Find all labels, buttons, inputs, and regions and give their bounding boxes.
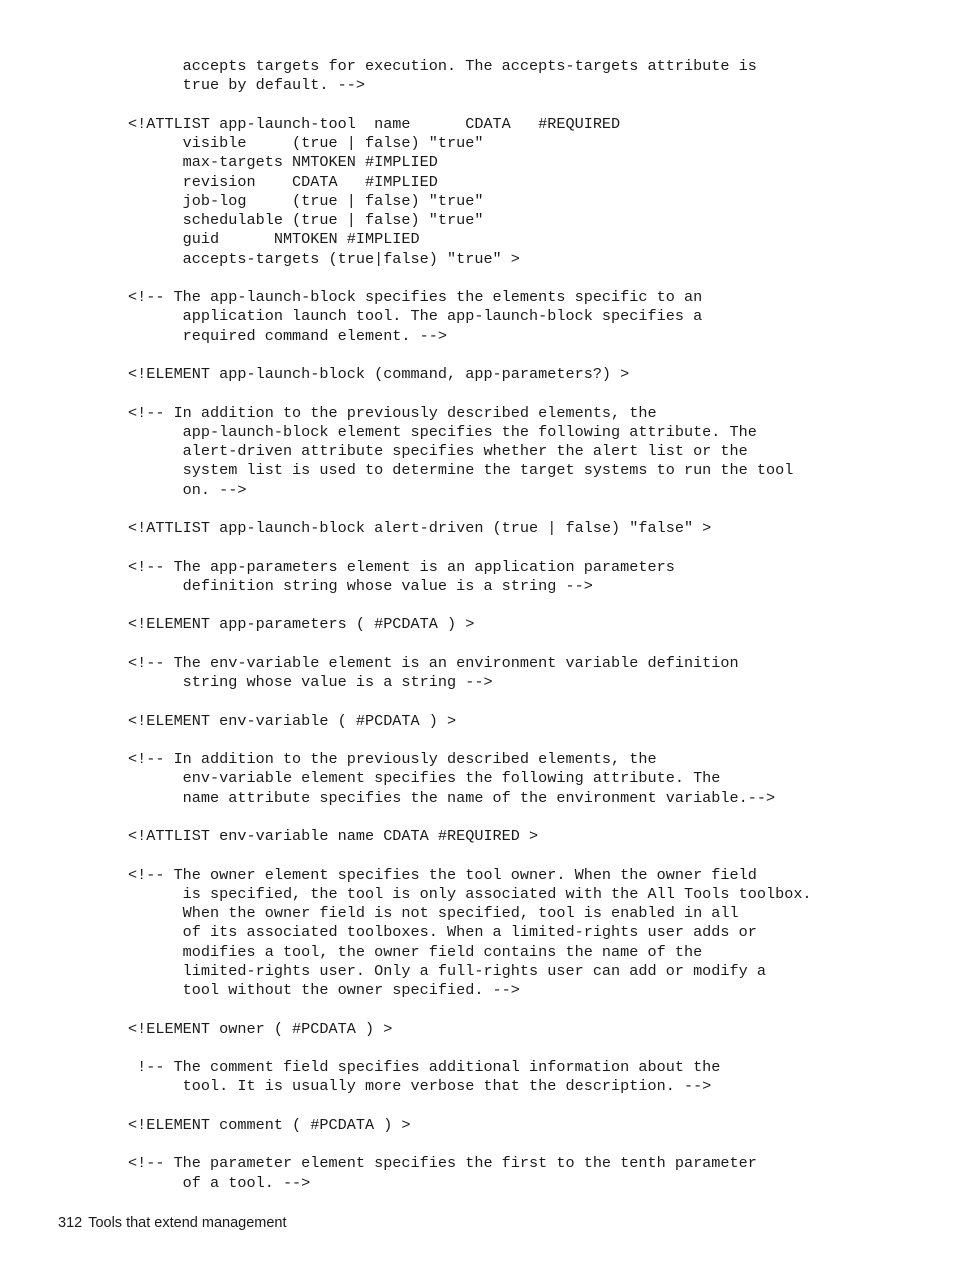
code-line: <!ELEMENT app-launch-block (command, app-parameters?) > (128, 365, 630, 383)
page-footer (58, 1215, 287, 1231)
code-line: <!ELEMENT owner ( #PCDATA ) > (128, 1019, 393, 1038)
code-line: <!ELEMENT env-variable ( #PCDATA ) > (128, 711, 457, 730)
code-line: of a tool. --> (128, 1173, 311, 1192)
code-line: <!-- The app-parameters element is an application parameters (128, 557, 675, 576)
code-line: <!ATTLIST app-launch-block alert-driven (true | false) "false" > (128, 519, 712, 537)
code-line: guid NMTOKEN #IMPLIED (128, 230, 420, 249)
code-line: env-variable element specifies the following attribute. The (128, 769, 721, 788)
code-line: app-launch-block element specifies the following attribute. The (128, 422, 757, 441)
code-line: visible (true | false) "true" (128, 134, 484, 152)
code-line: definition string whose value is a string --> (128, 576, 593, 595)
page-number: 312 (58, 1215, 83, 1231)
code-line: <!-- The owner element specifies the tool owner. When the owner field (128, 865, 757, 884)
code-line: When the owner field is not specified, tool is enabled in all (128, 904, 739, 922)
code-line: tool. It is usually more verbose that the description. --> (128, 1077, 712, 1096)
code-line: <!ELEMENT app-parameters ( #PCDATA ) > (128, 615, 475, 634)
code-line: on. --> (128, 480, 247, 499)
code-line: <!ATTLIST app-launch-tool name CDATA #REQUIRED (128, 114, 621, 133)
code-line: application launch tool. The app-launch-block specifies a (128, 307, 703, 326)
code-line: <!ELEMENT comment ( #PCDATA ) > (128, 1115, 411, 1134)
code-line: revision CDATA #IMPLIED (128, 172, 438, 191)
code-line: alert-driven attribute specifies whether the alert list or the (128, 442, 748, 460)
code-line: required command element. --> (128, 326, 447, 345)
code-line: accepts-targets (true|false) "true" > (128, 249, 520, 268)
code-line: true by default. --> (128, 76, 365, 95)
code-line: <!ATTLIST env-variable name CDATA #REQUIRED > (128, 827, 539, 845)
code-line: schedulable (true | false) "true" (128, 211, 484, 229)
code-line: accepts targets for execution. The accepts-targets attribute is (128, 57, 757, 75)
code-line: modifies a tool, the owner field contains the name of the (128, 942, 703, 961)
code-line: tool without the owner specified. --> (128, 981, 520, 999)
code-line: max-targets NMTOKEN #IMPLIED (128, 153, 438, 172)
code-line: <!-- The app-launch-block specifies the elements specific to an (128, 288, 703, 306)
code-line: job-log (true | false) "true" (128, 191, 484, 210)
code-line: limited-rights user. Only a full-rights user can add or modify a (128, 961, 766, 980)
code-line: string whose value is a string --> (128, 673, 493, 691)
code-line: name attribute specifies the name of the environment variable.--> (128, 788, 776, 807)
code-line: system list is used to determine the target systems to run the tool (128, 461, 794, 480)
code-line: <!-- In addition to the previously described elements, the (128, 750, 657, 768)
code-line: of its associated toolboxes. When a limited-rights user adds or (128, 923, 757, 942)
code-line: !-- The comment field specifies additional information about the (128, 1058, 721, 1076)
code-line: <!-- In addition to the previously described elements, the (128, 403, 657, 422)
code-line: <!-- The parameter element specifies the first to the tenth parameter (128, 1154, 757, 1173)
code-line: is specified, the tool is only associated with the All Tools toolbox. (128, 884, 812, 903)
code-line: <!-- The env-variable element is an environment variable definition (128, 653, 739, 672)
footer-section-title: Tools that extend management (88, 1215, 287, 1231)
